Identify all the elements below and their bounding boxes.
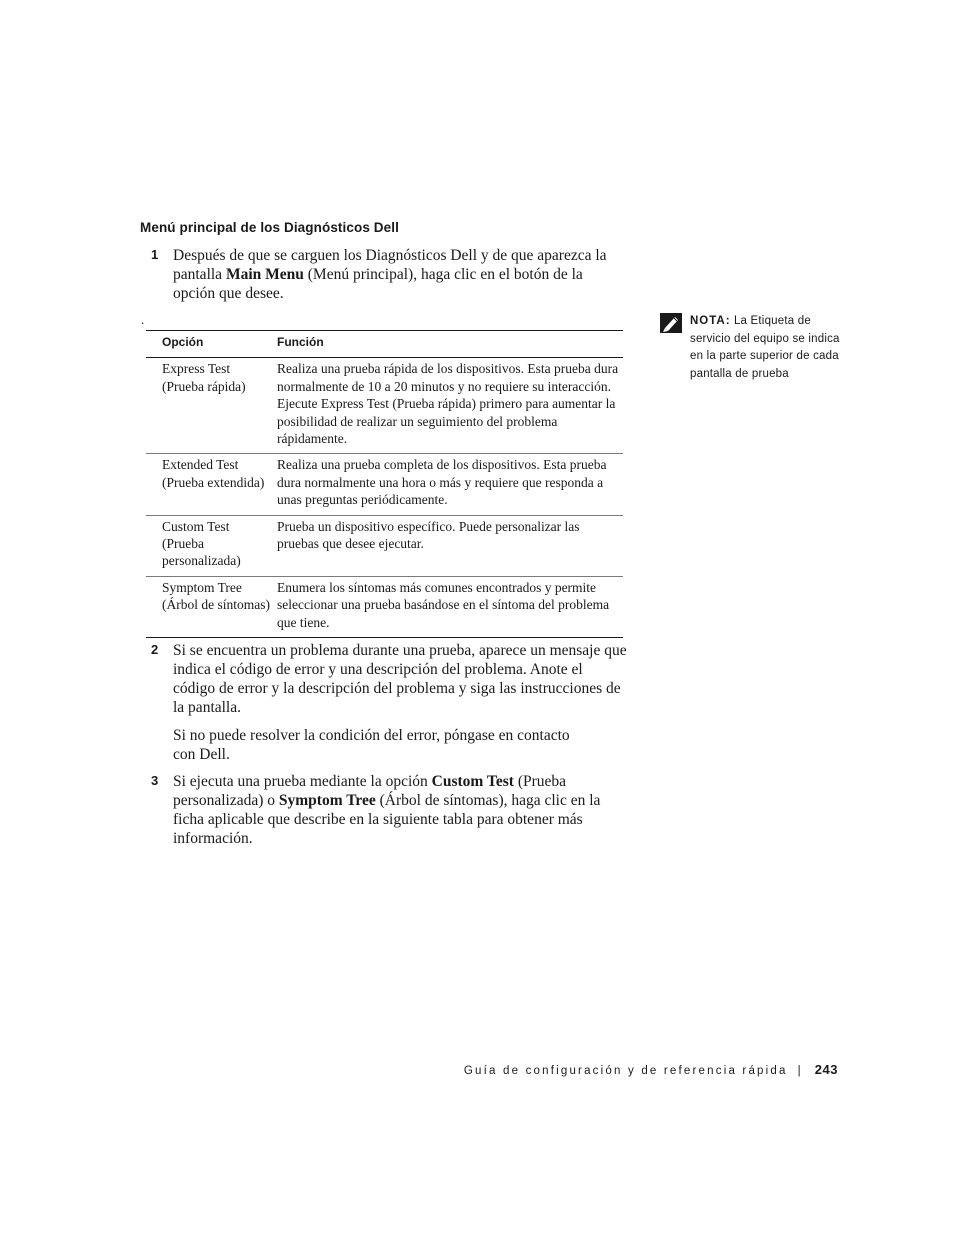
main-menu-term: Main Menu	[225, 266, 304, 283]
function-cell: Realiza una prueba completa de los dispositivos. Esta prueba dura normalmente una hora o más y requiere que responda a unas preguntas periódicamente.	[277, 454, 623, 515]
page-number: 243	[814, 1062, 838, 1077]
table-header-row	[146, 331, 623, 358]
step-2-paragraph-2: Si no puede resolver la condición del error, póngase en contacto con Dell.	[173, 727, 570, 763]
table-row	[146, 576, 623, 637]
note-pencil-icon	[660, 313, 682, 338]
step-2-paragraph-1: Si se encuentra un problema durante una prueba, aparece un mensaje que indica el código de error y una descripción del problema. Anote el código de error y la descripción del problema y siga las instrucciones de la pantalla.	[173, 642, 627, 716]
step-3	[151, 772, 627, 857]
option-cell: Custom Test (Prueba personalizada)	[146, 515, 277, 576]
table-row	[146, 454, 623, 515]
section-heading: Menú principal de los Diagnósticos Dell	[140, 220, 399, 235]
table-row	[146, 515, 623, 576]
table-row	[146, 358, 623, 454]
step-2	[151, 641, 627, 773]
stray-period: .	[141, 312, 145, 327]
step-number: 3	[151, 773, 159, 788]
function-cell: Enumera los síntomas más comunes encontrados y permite seleccionar una prueba basándose en el síntoma del problema que tiene.	[277, 576, 623, 637]
column-header-function: Función	[277, 331, 623, 358]
option-cell: Extended Test (Prueba extendida)	[146, 454, 277, 515]
footer-separator: |	[797, 1065, 803, 1077]
step-1	[151, 246, 627, 312]
function-cell: Prueba un dispositivo específico. Puede personalizar las pruebas que desee ejecutar.	[277, 515, 623, 576]
step-number: 2	[151, 642, 159, 657]
column-header-option: Opción	[146, 331, 277, 358]
note-text: NOTA: La Etiqueta de servicio del equipo se indica en la parte superior de cada pantalla de prueba	[690, 315, 840, 380]
note-sidebar	[660, 313, 850, 383]
step-3-text: Si ejecuta una prueba mediante la opción Custom Test (Prueba personalizada) o Symptom Tree (Árbol de síntomas), haga clic en la ficha aplicable que describe en la siguiente tabla para obtener más información.	[173, 773, 601, 847]
function-cell: Realiza una prueba rápida de los dispositivos. Esta prueba dura normalmente de 10 a 20 minutos y no requiere su interacción. Ejecute Express Test (Prueba rápida) primero para aumentar la posibilidad de realizar un seguimiento del problema rápidamente.	[277, 358, 623, 454]
footer-title: Guía de configuración y de referencia rápida	[463, 1065, 788, 1077]
custom-test-term: Custom Test	[431, 773, 514, 790]
page-footer	[464, 1062, 838, 1077]
note-label: NOTA:	[690, 315, 731, 327]
step-1-text: Después de que se carguen los Diagnósticos Dell y de que aparezca la pantalla Main Menu (Menú principal), haga clic en el botón de la opción que desee.	[173, 247, 607, 302]
diagnostics-options-table	[146, 330, 623, 638]
step-number: 1	[151, 247, 159, 262]
option-cell: Express Test (Prueba rápida)	[146, 358, 277, 454]
symptom-tree-term: Symptom Tree	[278, 792, 376, 809]
option-cell: Symptom Tree (Árbol de síntomas)	[146, 576, 277, 637]
